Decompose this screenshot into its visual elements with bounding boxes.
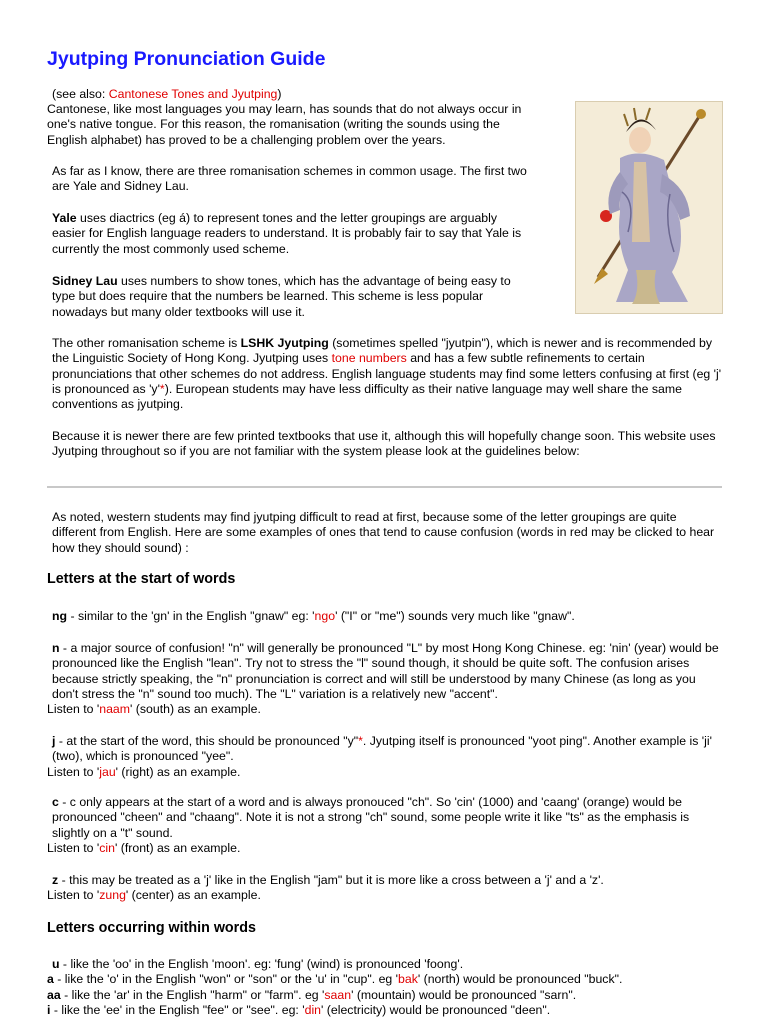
n-description [47,641,722,702]
c-text: - c only appears at the start of a word and is always pronouced "ch". So 'cin' (1000) and 'caang' (orange) would be pronounced "cheen" and "chaang". Note it is not a strong "ch" sound, some people write it like "ts" as the emphasis is slightly on a "t" sound. [52,795,690,840]
a-term: a [47,972,54,987]
aa-entry [47,988,722,1003]
ng-entry [47,609,722,624]
footnote-star[interactable]: * [159,381,165,396]
n-entry [47,641,722,717]
z-listen-post: ' (center) as an example. [125,888,261,903]
n-text: - a major source of confusion! "n" will generally be pronounced "L" by most Hong Kong Chinese. eg: 'nin' (year) would be pronounced like the English "lean". Try not to stress the "l" sound though, it should be quite soft. The confusion arises because strictly speaking, the "n" pronunciation is correct and will still be understood by many Chinese (as long as you don't stress the "n" sound too much). The "L" variation is a relatively new "accent". [52,641,719,701]
lshk-term: LSHK Jyutping [240,336,329,350]
z-text: - this may be treated as a 'j' like in the English "jam" but it is more like a cross between a 'j' and a 'z'. [58,873,604,887]
j-footnote-star[interactable]: * [358,734,363,748]
j-listen-pre: Listen to ' [47,764,100,779]
z-term: z [52,873,59,887]
n-listen-line [47,702,722,717]
heading-letters-within: Letters occurring within words [47,920,256,936]
see-also-suffix: ) [277,87,282,101]
yale-text: uses diactrics (eg á) to represent tones and the letter groupings are arguably easier for English language readers to understand. It is probably fair to say that Yale is currently the most commonly used scheme. [52,211,522,256]
n-listen-post: ' (south) as an example. [130,702,261,717]
sidney-lau-term: Sidney Lau [52,274,118,288]
naam-link[interactable]: naam [99,702,131,717]
sidney-lau-text: uses numbers to show tones, which has the advantage of being easy to type but does require that the numbers be learned. This scheme is less popular nowadays but many older textbooks will use it. [52,274,511,319]
c-listen-line [47,841,722,856]
u-entry [47,957,722,972]
n-listen-pre: Listen to ' [47,702,100,717]
saan-link[interactable]: saan [324,987,352,1002]
c-entry [47,795,722,856]
z-entry [47,873,722,904]
i-term: i [47,1002,51,1017]
a-post: ' (north) would be pronounced "buck". [417,972,623,987]
chinese-figure-painting [576,102,722,313]
j-entry [47,734,722,780]
bak-link[interactable]: bak [398,972,418,987]
j-post: . Jyutping itself is pronounced "yoot ping". Another example is 'ji' (two), which is pronounced "yee". [52,734,712,764]
z-description [47,873,722,888]
z-listen-pre: Listen to ' [47,888,100,903]
intro-paragraph: Cantonese, like most languages you may learn, has sounds that do not always occur in one's native tongue. For this reason, the romanisation (writing the sounds using the English alphabet) has proved to be a challenging problem over the years. [47,102,522,147]
j-description [47,734,722,765]
din-link[interactable]: din [304,1002,322,1017]
c-listen-post: ' (front) as an example. [114,840,241,855]
ng-term: ng [52,609,68,623]
i-pre: - like the 'ee' in the English "fee" or "see". eg: ' [50,1002,305,1017]
z-listen-line [47,888,722,903]
u-text: - like the 'oo' in the English 'moon'. eg: 'fung' (wind) is pronounced 'foong'. [59,957,464,971]
j-listen-line [47,765,722,780]
c-term: c [52,795,59,809]
lshk-mid: (sometimes spelled "jyutpin"), which is newer and is recommended by the Linguistic Society of Hong Kong. Jyutping uses [52,336,713,366]
yale-term: Yale [52,211,77,225]
lshk-pre: The other romanisation scheme is [52,336,241,350]
heading-letters-start: Letters at the start of words [47,571,236,587]
aa-pre: - like the 'ar' in the English "harm" or "farm". eg ' [60,987,325,1002]
tone-numbers-link[interactable]: tone numbers [331,351,407,366]
page-title: Jyutping Pronunciation Guide [47,48,326,70]
j-term: j [52,734,56,748]
c-description [47,795,722,841]
ng-pre: - similar to the 'gn' in the English "gnaw" eg: ' [67,609,315,623]
vowel-entries [47,957,722,1018]
noted-paragraph: As noted, western students may find jyutping difficult to read at first, because some of the letter groupings are quite different from English. Here are some examples of ones that tend to cause confusion (words in red may be clicked to hear how they should sound) : [52,510,715,555]
i-entry [47,1003,722,1018]
lshk-paragraph [47,336,722,412]
jau-link[interactable]: jau [99,764,116,779]
a-entry [47,972,722,987]
lshk-post: and has a few subtle refinements to certain pronunciations that other schemes do not address. English language students may find some letters confusing at first (eg 'j' is pronounced as 'y' [52,351,722,396]
section-divider [47,486,722,488]
see-also-line [47,87,281,102]
i-post: ' (electricity) would be pronounced "deen". [321,1002,551,1017]
see-also-prefix: (see also: [52,87,109,101]
portrait-illustration [575,101,723,314]
ngo-link[interactable]: ngo [314,609,336,623]
schemes-paragraph: As far as I know, there are three romanisation schemes in common usage. The first two are Yale and Sidney Lau. [52,164,527,194]
yale-paragraph [47,211,530,257]
lshk-end: ). European students may have less difficulty as their native language may well share the same conventions as jyutping. [52,381,682,412]
aa-post: ' (mountain) would be pronounced "sarn". [351,987,577,1002]
a-pre: - like the 'o' in the English "won" or "son" or the 'u' in "cup". eg ' [53,972,399,987]
u-term: u [52,957,60,971]
newer-paragraph: Because it is newer there are few printed textbooks that use it, although this will hopefully change soon. This website uses Jyutping throughout so if you are not familiar with the system please look at the guidelines below: [52,429,716,459]
ng-post: ' ("I" or "me") sounds very much like "gnaw". [335,609,575,623]
cantonese-tones-link[interactable]: Cantonese Tones and Jyutping [108,87,278,101]
cin-link[interactable]: cin [99,840,115,855]
n-term: n [52,641,60,655]
sidney-lau-paragraph [47,274,530,320]
c-listen-pre: Listen to ' [47,840,100,855]
j-listen-post: ' (right) as an example. [115,764,241,779]
zung-link[interactable]: zung [99,888,126,903]
aa-term: aa [47,987,61,1002]
j-pre: - at the start of the word, this should be pronounced "y" [55,734,359,748]
